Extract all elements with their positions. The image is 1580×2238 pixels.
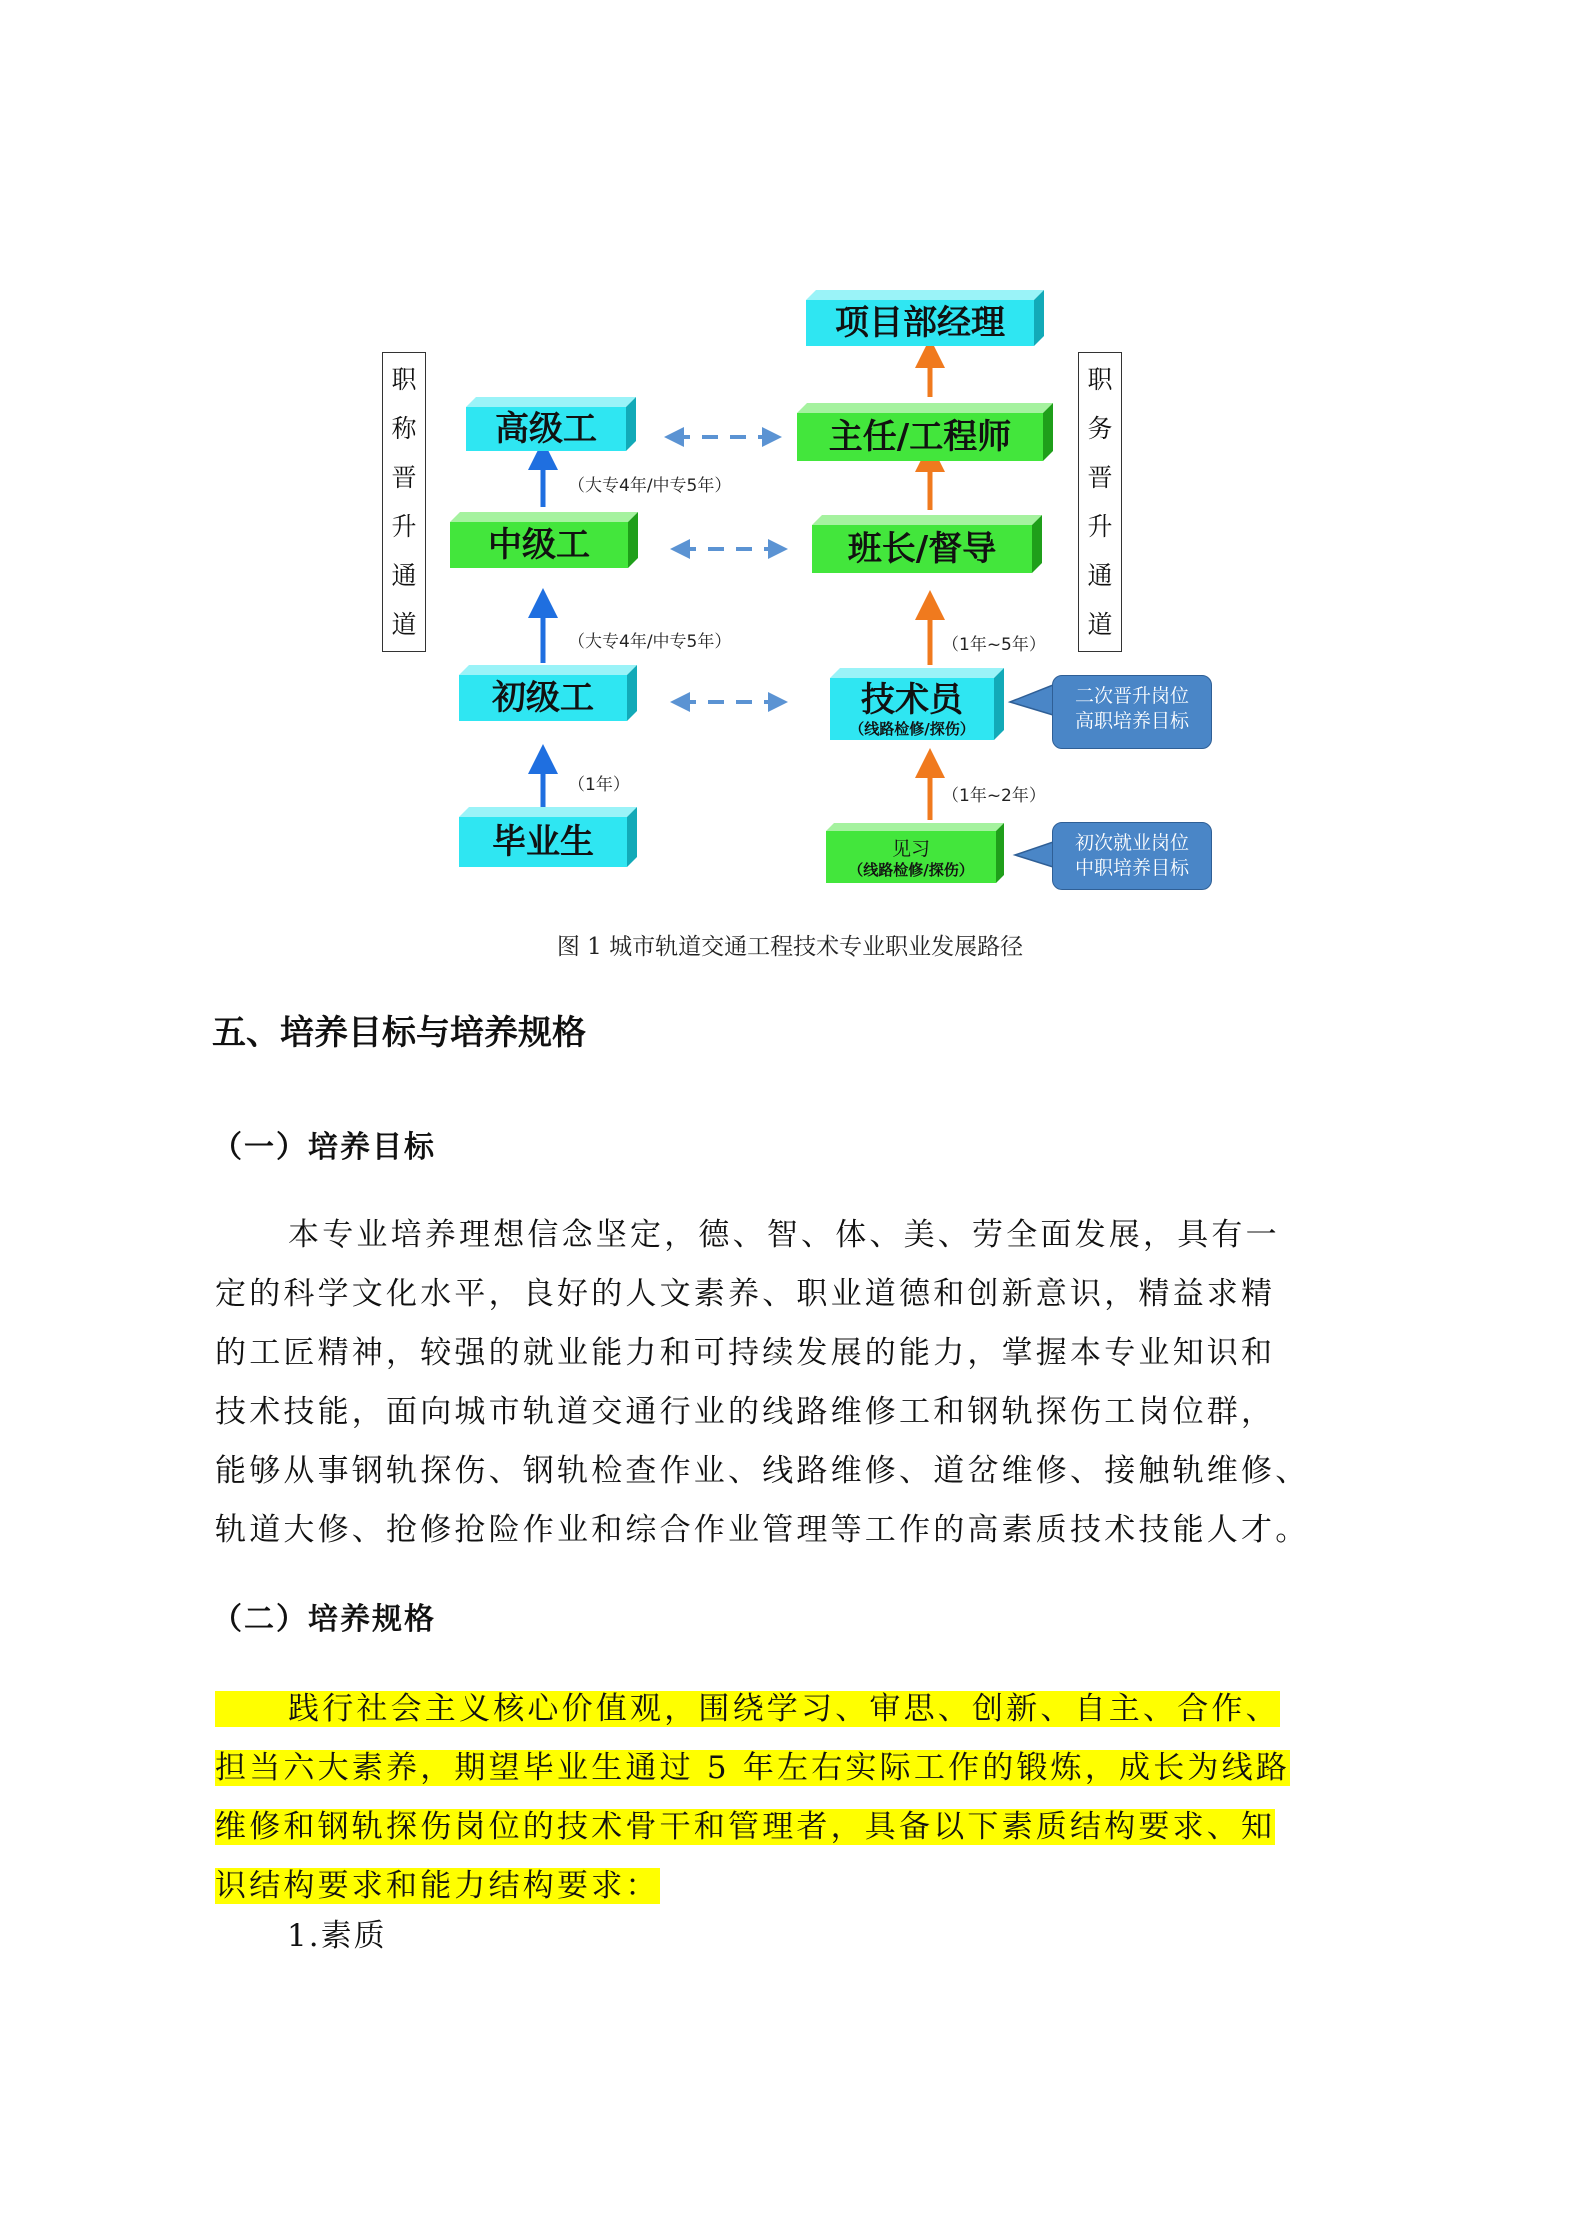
box-intern-label: 见习 xyxy=(891,837,930,860)
box-technician xyxy=(830,668,1004,740)
box-junior-label: 初级工 xyxy=(492,678,594,718)
box-intern-sublabel: （线路检修/探伤） xyxy=(848,860,974,879)
left-channel-char: 升 xyxy=(391,512,417,541)
subsection-title-goals: （一）培养目标 xyxy=(212,1130,436,1165)
career-path-diagram xyxy=(370,285,1250,895)
box-technician-label: 技术员 xyxy=(861,679,963,720)
box-advanced-label: 高级工 xyxy=(495,409,597,449)
left-channel-char: 晋 xyxy=(391,463,417,492)
box-advanced-worker xyxy=(466,397,636,451)
highlighted-line: 担当六大素养，期望毕业生通过 5 年左右实际工作的锻炼，成长为线路 xyxy=(215,1750,1291,1786)
paragraph-specs xyxy=(215,1680,1375,1916)
box-intermediate-worker xyxy=(450,512,638,568)
right-channel-char: 务 xyxy=(1087,414,1113,443)
list-item-quality: 1.素质 xyxy=(287,1918,387,1954)
bubble-first-pointer xyxy=(1015,842,1053,867)
note-left-upper: （大专4年/中专5年） xyxy=(568,476,732,496)
box-leader-label: 班长/督导 xyxy=(847,529,997,569)
right-channel-char: 职 xyxy=(1087,365,1113,394)
paragraph-line: 能够从事钢轨探伤、钢轨检查作业、线路维修、道岔维修、接触轨维修、 xyxy=(215,1453,1310,1489)
bubble-second-line: 高职培养目标 xyxy=(1074,710,1189,732)
bubble-second-pointer xyxy=(1010,685,1053,715)
box-director-engineer xyxy=(797,403,1053,461)
figure-caption: 图 1 城市轨道交通工程技术专业职业发展路径 xyxy=(556,934,1024,960)
box-junior-worker xyxy=(459,665,637,721)
bubble-first-employment xyxy=(1052,822,1212,890)
note-left-middle: （大专4年/中专5年） xyxy=(568,632,732,652)
left-channel-char: 道 xyxy=(391,610,417,639)
box-graduate-label: 毕业生 xyxy=(492,822,594,862)
highlighted-line: 维修和钢轨探伤岗位的技术骨干和管理者，具备以下素质结构要求、知 xyxy=(215,1809,1276,1845)
section-title: 五、培养目标与培养规格 xyxy=(212,1013,586,1053)
left-channel-char: 称 xyxy=(391,414,417,443)
paragraph-line: 技术技能，面向城市轨道交通行业的线路维修工和钢轨探伤工岗位群， xyxy=(215,1394,1276,1430)
note-right-upper: （1年~5年） xyxy=(942,635,1046,655)
bubble-first-line: 中职培养目标 xyxy=(1074,857,1189,879)
right-channel-char: 通 xyxy=(1087,561,1113,590)
paragraph-goals xyxy=(215,1206,1375,1560)
right-channel-char: 晋 xyxy=(1087,463,1113,492)
diagram-connectors xyxy=(370,285,1250,895)
box-team-leader xyxy=(812,515,1042,573)
note-right-lower: （1年~2年） xyxy=(942,786,1046,806)
left-channel-char: 职 xyxy=(391,365,417,394)
bubble-first-line: 初次就业岗位 xyxy=(1074,832,1189,854)
box-pm-label: 项目部经理 xyxy=(835,303,1005,343)
highlighted-line: 识结构要求和能力结构要求： xyxy=(215,1868,660,1904)
left-channel-char: 通 xyxy=(391,561,417,590)
paragraph-line: 本专业培养理想信念坚定，德、智、体、美、劳全面发展，具有一 xyxy=(288,1217,1280,1253)
paragraph-line: 的工匠精神，较强的就业能力和可持续发展的能力，掌握本专业知识和 xyxy=(215,1335,1276,1371)
box-intermediate-label: 中级工 xyxy=(488,525,590,565)
highlighted-line: 践行社会主义核心价值观，围绕学习、审思、创新、自主、合作、 xyxy=(215,1691,1280,1727)
subsection-title-specs: （二）培养规格 xyxy=(212,1602,436,1637)
note-left-lower: （1年） xyxy=(568,775,630,795)
box-project-manager xyxy=(806,290,1044,346)
bubble-second-promotion xyxy=(1052,675,1212,749)
box-intern xyxy=(826,823,1004,883)
box-technician-sublabel: （线路检修/探伤） xyxy=(849,719,975,738)
right-channel-char: 道 xyxy=(1087,610,1113,639)
box-director-label: 主任/工程师 xyxy=(828,417,1012,457)
paragraph-line: 定的科学文化水平，良好的人文素养、职业道德和创新意识，精益求精 xyxy=(215,1276,1276,1312)
box-graduate xyxy=(459,807,637,867)
right-channel-char: 升 xyxy=(1087,512,1113,541)
paragraph-line: 轨道大修、抢修抢险作业和综合作业管理等工作的高素质技术技能人才。 xyxy=(215,1512,1310,1548)
bubble-second-line: 二次晋升岗位 xyxy=(1074,685,1189,707)
